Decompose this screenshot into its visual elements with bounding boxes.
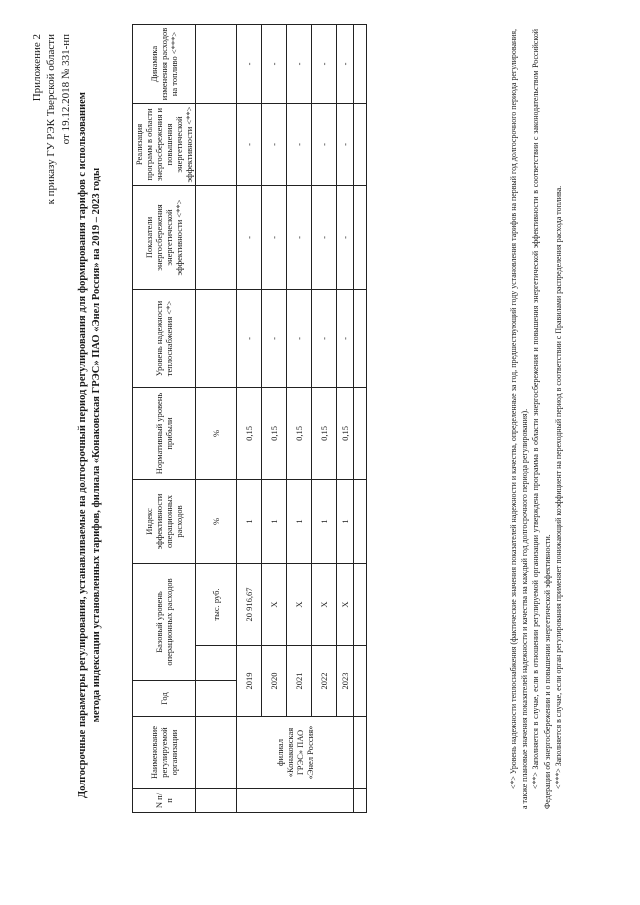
- cell-reliability: -: [312, 289, 337, 387]
- cell-profit-level: 0,15: [287, 387, 312, 479]
- table-row: [262, 24, 287, 812]
- row-number: [237, 789, 354, 813]
- cell-profit-level: 0,15: [312, 387, 337, 479]
- units-cell: [196, 717, 237, 789]
- cell-base-opex: Х: [287, 563, 312, 645]
- organization-name: филиал «Конаковская ГРЭС» ПАО «Энел Россия»: [237, 717, 354, 789]
- cell-fuel-dynamics: -: [337, 24, 354, 103]
- header-energy-saving: Показатели энергосбережения энергетической эффективности <**>: [133, 185, 196, 289]
- units-row: [196, 24, 237, 812]
- cell-base-opex: Х: [312, 563, 337, 645]
- cell-year: 2021: [287, 646, 312, 717]
- cell-efficiency-index: 1: [287, 479, 312, 563]
- strip-cell: [354, 479, 367, 563]
- strip-cell: [354, 387, 367, 479]
- table-row: [237, 24, 262, 812]
- cell-fuel-dynamics: -: [312, 24, 337, 103]
- header-efficiency-index: Индекс эффективности операционных расходов: [133, 479, 196, 563]
- units-cell: [196, 789, 237, 813]
- strip-cell: [354, 646, 367, 717]
- cell-profit-level: 0,15: [262, 387, 287, 479]
- footnote-reliability: <*> Уровень надежности теплоснабжения (фактические значения показателей надежности и качества, определенные за год, предшествующий году установления тарифов на первый год долгосрочного периода регулирования, а также плановые значения показателей надежности и качества на каждый год долгосрочного периода регулирования).: [509, 29, 530, 809]
- document-title: [76, 55, 103, 835]
- cell-efficiency-index: 1: [237, 479, 262, 563]
- cell-efficiency-index: 1: [262, 479, 287, 563]
- strip-cell: [354, 289, 367, 387]
- footnotes: [508, 29, 564, 809]
- appendix-number: Приложение 2: [31, 34, 43, 102]
- appendix-header: [30, 34, 73, 354]
- cell-reliability: -: [237, 289, 262, 387]
- strip-cell: [354, 24, 367, 103]
- cell-fuel-dynamics: -: [287, 24, 312, 103]
- strip-cell: [354, 789, 367, 813]
- strip-cell: [354, 103, 367, 185]
- units-cell: [196, 185, 237, 289]
- cell-profit-level: 0,15: [337, 387, 354, 479]
- header-programs: Реализация программ в области энергосбережения и повышения энергетической эффективности <**>: [133, 103, 196, 185]
- units-cell: [196, 103, 237, 185]
- header-base-opex: Базовый уровень операционных расходов: [133, 563, 196, 680]
- cell-energy-saving: -: [237, 185, 262, 289]
- cell-efficiency-index: 1: [337, 479, 354, 563]
- cell-fuel-dynamics: -: [262, 24, 287, 103]
- footnote-energy-saving: <**> Заполняется в случае, если в отношении регулируемой организации утверждена программа в области энергосбережения и повышения энергетической эффективности в соответствии с законодательством Российской Федерации об энергосбережении и о повышении энергетической эффективности.: [531, 29, 552, 809]
- cell-energy-saving: -: [312, 185, 337, 289]
- cell-year: 2019: [237, 646, 262, 717]
- parameters-table: [132, 24, 367, 813]
- units-base: тыс. руб.: [196, 563, 237, 645]
- units-profit: %: [196, 387, 237, 479]
- cell-reliability: -: [337, 289, 354, 387]
- units-cell: [196, 289, 237, 387]
- cell-programs: -: [312, 103, 337, 185]
- strip-cell: [354, 563, 367, 645]
- header-organization: Наименование регулируемой организации: [133, 717, 196, 789]
- cell-programs: -: [287, 103, 312, 185]
- cell-programs: -: [337, 103, 354, 185]
- cell-energy-saving: -: [262, 185, 287, 289]
- table-row: [337, 24, 354, 812]
- document-title-line-2: метода индексации установленных тарифов, филиала «Конаковская ГРЭС» ПАО «Энел Россия» на 2019 – 2023 годы: [90, 167, 102, 723]
- header-fuel-dynamics: Динамика изменения расходов на топливо <***>: [133, 24, 196, 103]
- cell-profit-level: 0,15: [237, 387, 262, 479]
- header-number: N п/п: [133, 789, 196, 813]
- cell-programs: -: [262, 103, 287, 185]
- appendix-order-reference: к приказу ГУ РЭК Тверской области: [45, 34, 58, 205]
- cell-reliability: -: [287, 289, 312, 387]
- appendix-order-date: от 19.12.2018 № 331-нп: [59, 34, 72, 145]
- header-reliability: Уровень надежности теплоснабжения <*>: [133, 289, 196, 387]
- cell-energy-saving: -: [337, 185, 354, 289]
- units-cell: [196, 24, 237, 103]
- header-year: Год: [133, 681, 196, 717]
- cell-base-opex: Х: [262, 563, 287, 645]
- header-profit-level: Нормативный уровень прибыли: [133, 387, 196, 479]
- units-cell: [196, 646, 237, 681]
- cell-fuel-dynamics: -: [237, 24, 262, 103]
- cell-year: 2020: [262, 646, 287, 717]
- cell-year: 2022: [312, 646, 337, 717]
- units-index: %: [196, 479, 237, 563]
- table-row: [312, 24, 337, 812]
- cell-base-opex: 20 916,67: [237, 563, 262, 645]
- document-title-line-1: Долгосрочные параметры регулирования, устанавливаемые на долгосрочный период регулирования для формирования тарифов с использованием: [77, 92, 88, 798]
- footnote-fuel: <***> Заполняется в случае, если орган регулирования применяет понижающий коэффициент на переходный период в соответствии с Правилами распределения расхода топлива.: [553, 185, 563, 789]
- cell-programs: -: [237, 103, 262, 185]
- cell-year: 2023: [337, 646, 354, 717]
- strip-cell: [354, 185, 367, 289]
- cell-efficiency-index: 1: [312, 479, 337, 563]
- cell-energy-saving: -: [287, 185, 312, 289]
- strip-cell: [354, 717, 367, 789]
- table-row: [287, 24, 312, 812]
- cell-base-opex: Х: [337, 563, 354, 645]
- table-bottom-strip: [354, 24, 367, 812]
- cell-reliability: -: [262, 289, 287, 387]
- units-cell: [196, 681, 237, 717]
